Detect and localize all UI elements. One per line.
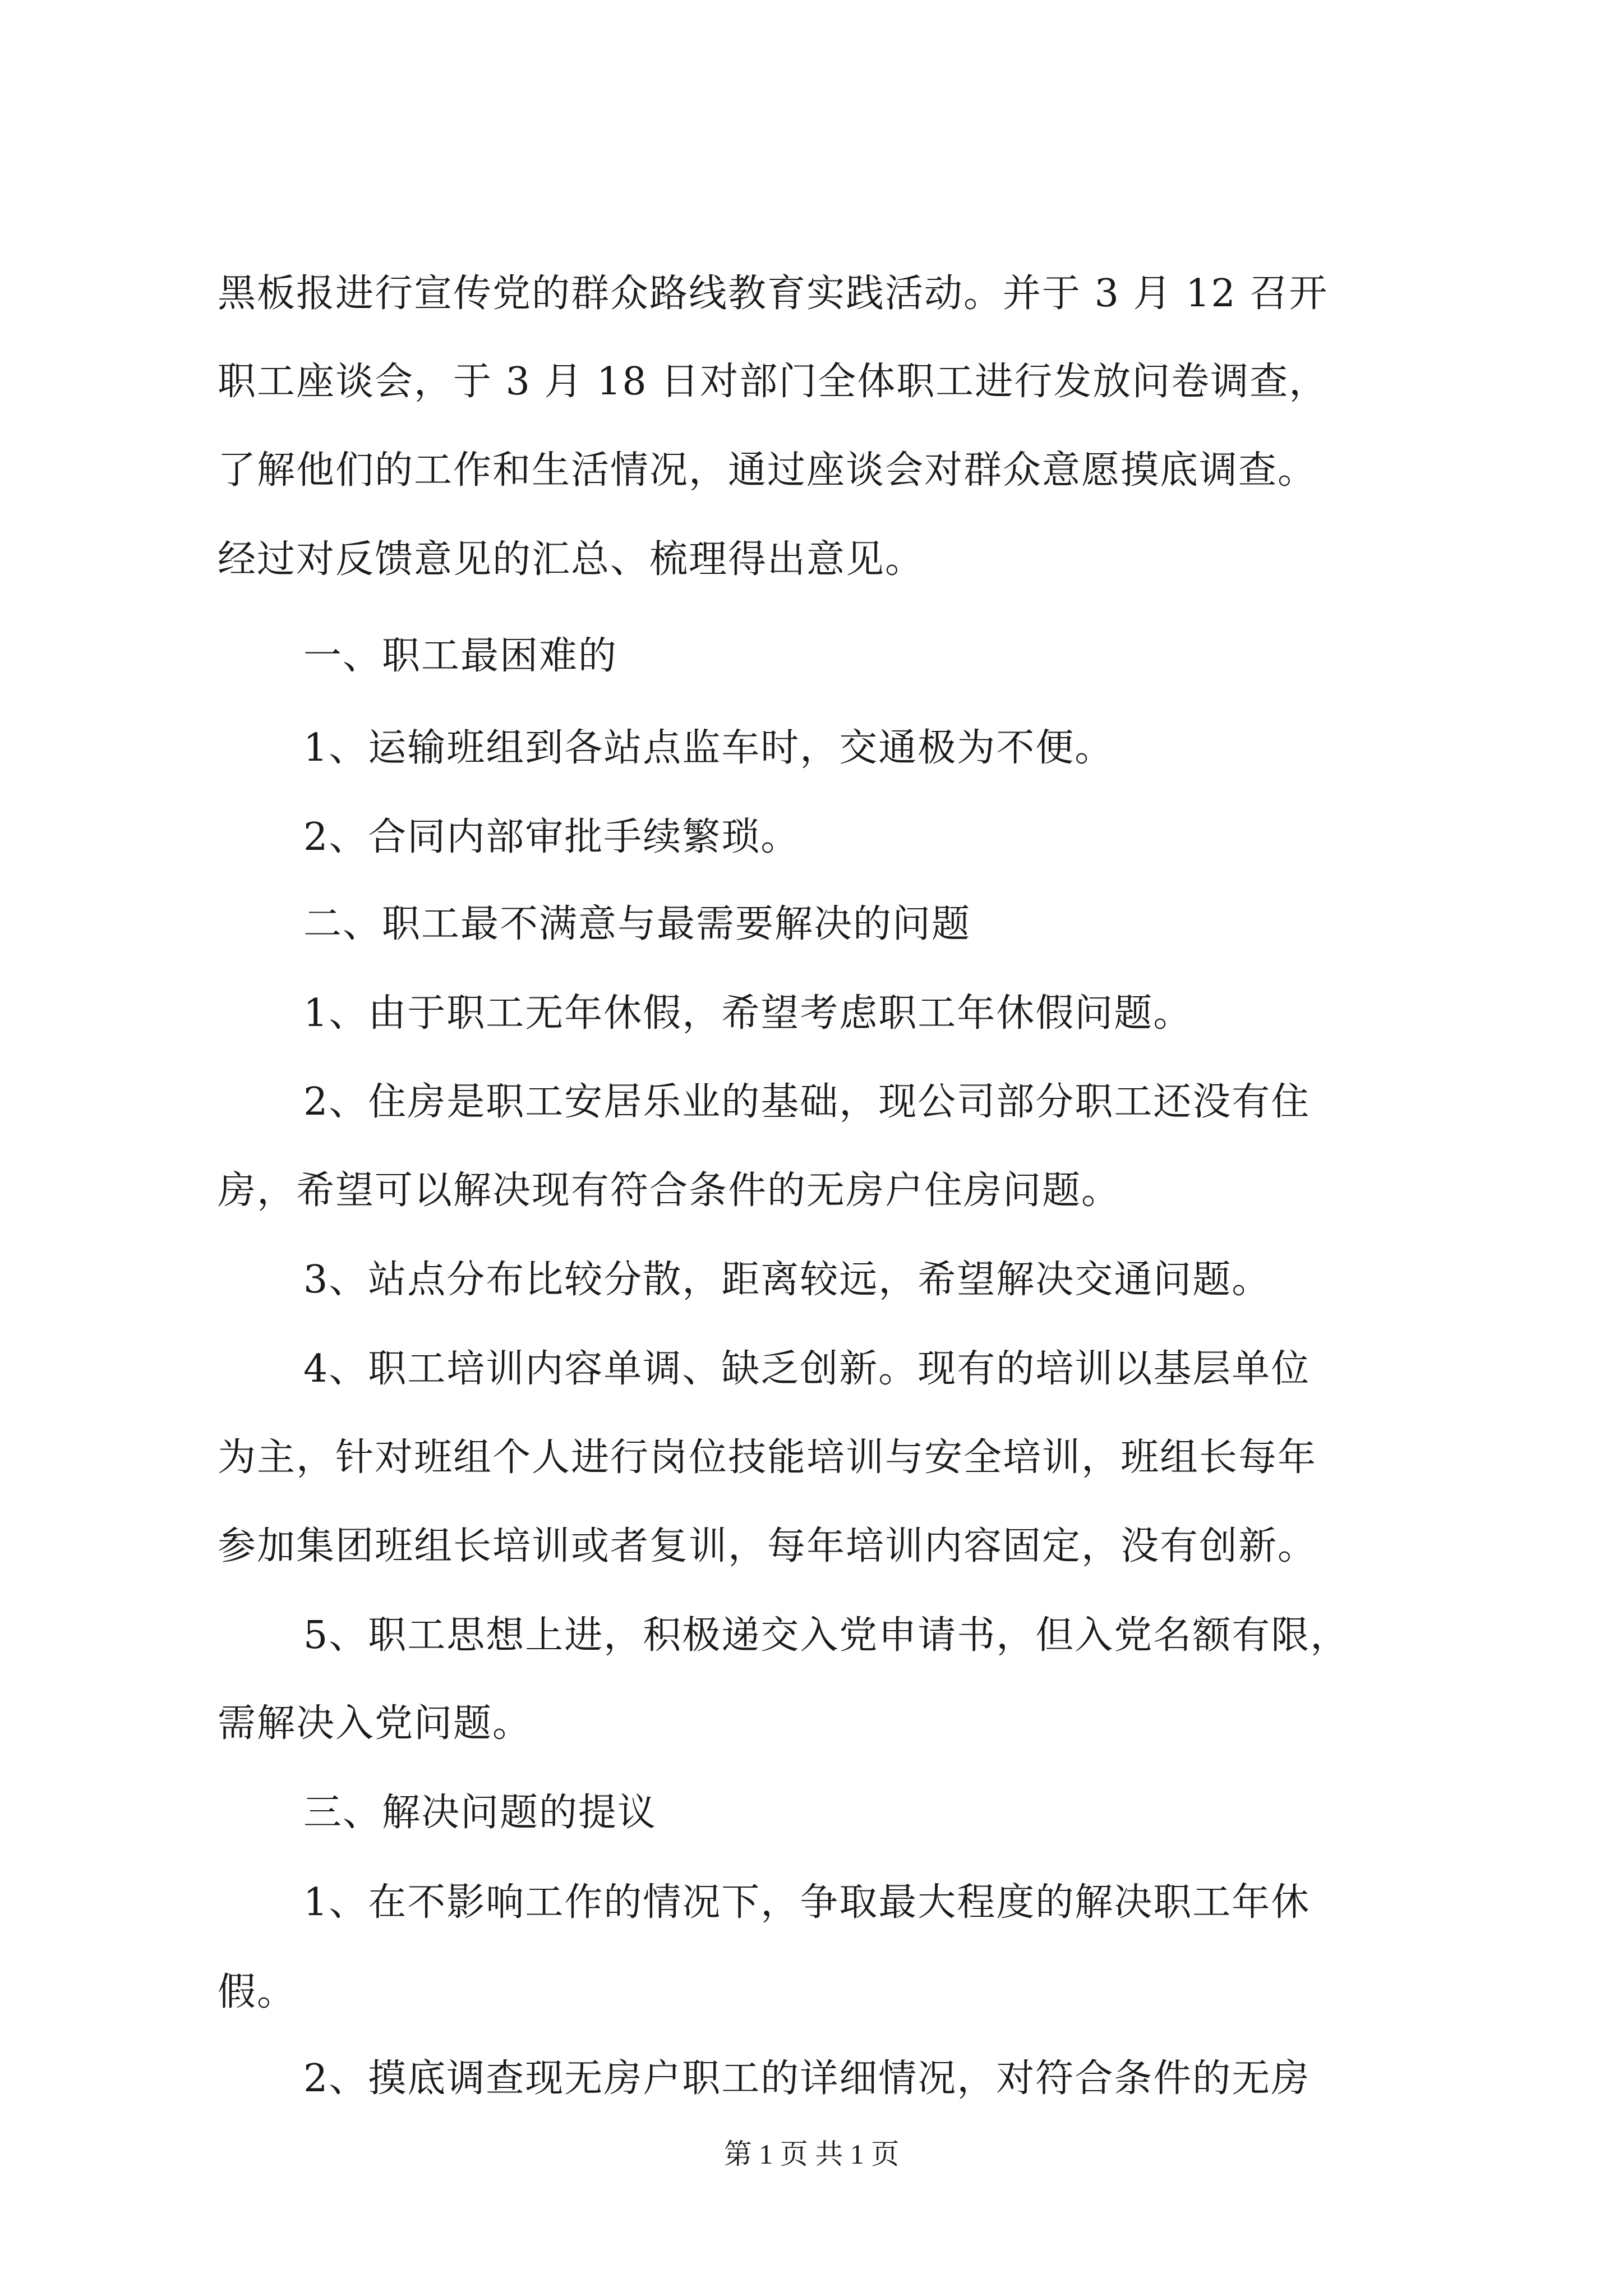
list-item-continuation: 需解决入党问题。 [218, 1701, 532, 1746]
list-item: 1、在不影响工作的情况下，争取最大程度的解决职工年休 [303, 1880, 1311, 1925]
list-item: 2、合同内部审批手续繁琐。 [303, 815, 800, 859]
list-item-continuation: 房，希望可以解决现有符合条件的无房户住房问题。 [218, 1168, 1121, 1213]
paragraph-line: 职工座谈会，于 3 月 18 日对部门全体职工进行发放问卷调查， [218, 360, 1329, 404]
section-heading: 二、职工最不满意与最需要解决的问题 [303, 902, 971, 946]
list-item: 2、住房是职工安居乐业的基础，现公司部分职工还没有住 [303, 1080, 1311, 1124]
paragraph-line: 了解他们的工作和生活情况，通过座谈会对群众意愿摸底调查。 [218, 448, 1317, 493]
list-item: 1、运输班组到各站点监车时，交通极为不便。 [303, 726, 1114, 770]
paragraph-line: 经过对反馈意见的汇总、梳理得出意见。 [218, 537, 925, 582]
paragraph-line: 黑板报进行宣传党的群众路线教育实践活动。并于 3 月 12 召开 [218, 272, 1329, 316]
list-item-continuation: 参加集团班组长培训或者复训，每年培训内容固定，没有创新。 [218, 1524, 1317, 1568]
page-number-footer: 第 1 页 共 1 页 [723, 2138, 900, 2170]
list-item-continuation: 假。 [218, 1970, 297, 2014]
list-item: 1、由于职工无年休假，希望考虑职工年休假问题。 [303, 991, 1193, 1036]
section-heading: 三、解决问题的提议 [303, 1791, 657, 1835]
list-item: 5、职工思想上进，积极递交入党申请书，但入党名额有限， [303, 1613, 1350, 1658]
list-item: 3、站点分布比较分散，距离较远，希望解决交通问题。 [303, 1258, 1271, 1302]
section-heading: 一、职工最困难的 [303, 634, 618, 678]
list-item: 2、摸底调查现无房户职工的详细情况，对符合条件的无房 [303, 2056, 1311, 2101]
list-item: 4、职工培训内容单调、缺乏创新。现有的培训以基层单位 [303, 1347, 1311, 1391]
list-item-continuation: 为主，针对班组个人进行岗位技能培训与安全培训，班组长每年 [218, 1435, 1317, 1480]
